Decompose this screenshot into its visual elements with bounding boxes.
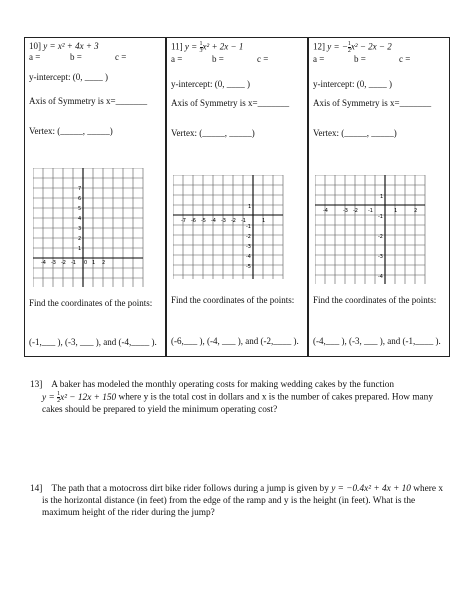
x-tick-label: -4 [323,208,328,214]
x-tick-label: 1 [92,260,96,266]
axis-of-symmetry-line: Axis of Symmetry is x=_______ [29,96,148,106]
y-tick-label: 1 [78,246,82,252]
vertex-line: Vertex: (_____, _____) [29,126,113,136]
coordinate-grid [315,175,427,285]
problem-13-line-1: 13] A baker has modeled the monthly operating costs for making wedding cakes by the function [30,380,395,390]
y-tick-label: 3 [78,226,82,232]
find-points-label: Find the coordinates of the points: [171,295,295,305]
word-problem-13 [30,379,450,416]
coef-a-label: a = [29,52,41,62]
x-tick-label: -4 [41,260,46,266]
y-intercept-line: y-intercept: (0, ____ ) [29,72,108,82]
coef-c-label: c = [399,54,411,64]
x-tick-label: -2 [231,218,236,224]
x-tick-label: -1 [368,208,373,214]
y-tick-label: 1 [248,204,252,210]
y-tick-label: -5 [246,264,251,270]
x-tick-label: -5 [201,218,206,224]
problem-number: 14] [30,484,43,494]
fraction: $\frac{1}{3}$ [199,41,203,54]
problem-13-line-3: cakes should be prepared to yield the minimum operating cost? [42,405,278,415]
coordinate-grid [33,168,145,288]
y-tick-label: -1 [378,214,383,220]
points-blanks: (-6,___ ), (-4, ___ ), and (-2,____ ). [171,336,299,346]
vertex-line: Vertex: (_____, _____) [313,128,397,138]
find-points-label: Find the coordinates of the points: [29,298,153,308]
y-tick-label: -2 [246,234,251,240]
points-blanks: (-1,___ ), (-3, ___ ), and (-4,____ ). [29,337,157,347]
y-intercept-line: y-intercept: (0, ____ ) [171,79,250,89]
problem-10-equation: 10] y = x² + 4x + 3 [29,41,99,51]
x-tick-label: 1 [262,218,266,224]
problem-14-line-2: is the horizontal distance (in feet) from the edge of the ramp and y is the height (in feet). What is the [42,496,416,506]
x-tick-label: -2 [353,208,358,214]
y-tick-label: -2 [378,234,383,240]
y-intercept-line: y-intercept: (0, ____ ) [313,79,392,89]
coef-a-label: a = [171,54,183,64]
problem-10-cell [24,37,166,357]
y-tick-label: 4 [78,216,82,222]
fraction: $\frac{1}{2}$ [347,41,351,54]
word-problem-14 [30,483,450,519]
y-tick-label: 5 [78,206,82,212]
coef-c-label: c = [115,52,127,62]
coef-a-label: a = [313,54,325,64]
problem-11-cell [166,37,308,357]
x-tick-label: 1 [394,208,398,214]
problem-12-equation: 12] y = − $\frac{1}{2}$ x² − 2x − 2 [313,41,392,54]
y-tick-label: 2 [78,236,82,242]
coef-b-label: b = [70,52,82,62]
coef-c-label: c = [257,54,269,64]
x-tick-label: -3 [343,208,348,214]
axis-of-symmetry-line: Axis of Symmetry is x=_______ [313,98,432,108]
x-tick-label: -2 [61,260,66,266]
y-tick-label: -3 [246,244,251,250]
x-tick-label: 0 [84,260,88,266]
x-tick-label: 2 [414,208,418,214]
problem-14-line-1: 14] The path that a motocross dirt bike rider follows during a jump is given by y = −0.4x² + 4x + 10 where x [30,484,443,494]
fraction: $\frac{1}{2}$ [57,391,61,404]
coef-b-label: b = [354,54,366,64]
axis-of-symmetry-line: Axis of Symmetry is x=_______ [171,98,290,108]
x-tick-label: -3 [221,218,226,224]
y-tick-label: -4 [378,274,383,280]
x-tick-label: -7 [181,218,186,224]
x-tick-label: -4 [211,218,216,224]
y-tick-label: -3 [378,254,383,260]
x-tick-label: -6 [191,218,196,224]
find-points-label: Find the coordinates of the points: [313,295,437,305]
x-tick-label: -1 [241,218,246,224]
problem-11-equation: 11] y = $\frac{1}{3}$ x² + 2x − 1 [171,41,244,54]
x-tick-label: 2 [102,260,106,266]
vertex-line: Vertex: (_____, _____) [171,128,255,138]
y-tick-label: 7 [78,186,82,192]
coef-b-label: b = [212,54,224,64]
y-tick-label: 6 [78,196,82,202]
problem-12-cell [308,37,450,357]
x-tick-label: -3 [51,260,56,266]
y-tick-label: -1 [246,224,251,230]
points-blanks: (-4,___ ), (-3, ___ ), and (-1,____ ). [313,336,441,346]
y-tick-label: 1 [380,194,384,200]
coordinate-grid [173,175,285,280]
problem-14-line-3: maximum height of the rider during the jump? [42,508,215,518]
problem-number: 13] [30,380,43,390]
y-tick-label: -4 [246,254,251,260]
x-tick-label: -1 [71,260,76,266]
problem-13-line-2: y = $\frac{1}{2}$ x² − 12x + 150 where y is the total cost in dollars and x is the number of cakes prepared. How many [42,391,433,404]
